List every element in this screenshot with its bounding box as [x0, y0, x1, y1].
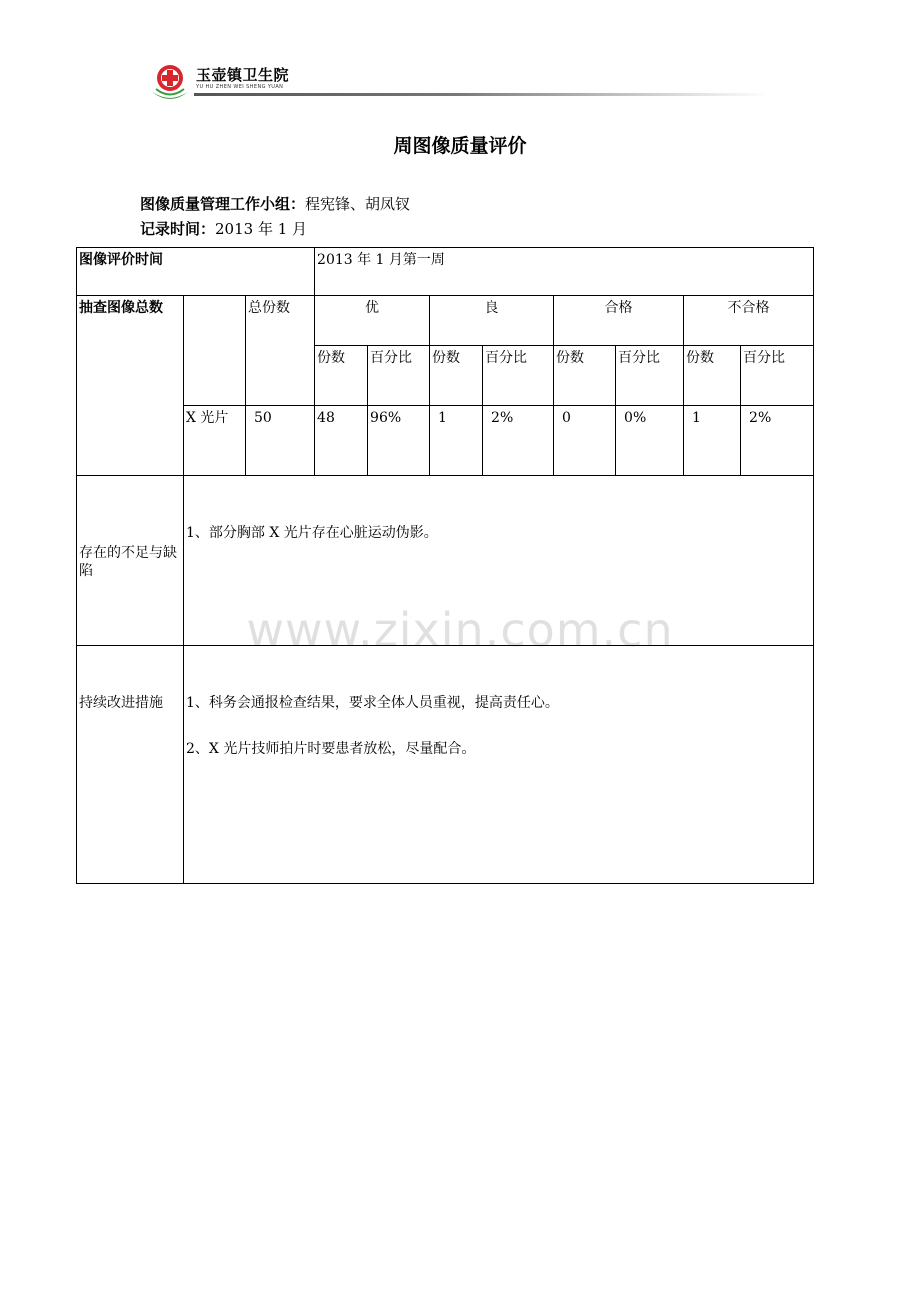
fail-count-cell: 1: [684, 406, 741, 476]
header-rule: [194, 93, 770, 96]
record-time-label: 记录时间：: [140, 220, 216, 238]
group-line: [140, 193, 410, 214]
pass-count-cell: 0: [554, 406, 616, 476]
improvement-item: 1、科务会通报检查结果，要求全体人员重视，提高责任心。: [186, 695, 559, 711]
type-header-blank: [184, 296, 246, 406]
improvement-item: 2、X 光片技师拍片时要患者放松，尽量配合。: [186, 741, 476, 757]
document-title: 周图像质量评价: [393, 135, 527, 157]
document-header: [148, 58, 770, 106]
defects-content: [184, 476, 814, 646]
excellent-pct-header: 百分比: [368, 346, 430, 406]
improvement-content: [184, 646, 814, 884]
watermark: www.zixin.com.cn: [246, 603, 674, 657]
total-count-cell: 50: [246, 406, 315, 476]
org-name: 玉壶镇卫生院: [196, 66, 290, 84]
grade-pass-header: 合格: [554, 296, 684, 346]
group-label: 图像质量管理工作小组：: [140, 195, 306, 213]
good-pct-header: 百分比: [483, 346, 554, 406]
pass-count-header: 份数: [554, 346, 616, 406]
good-count-cell: 1: [430, 406, 483, 476]
defect-item: 1、部分胸部 X 光片存在心脏运动伪影。: [186, 525, 438, 541]
group-value: 程宪锋、胡凤钗: [305, 195, 411, 213]
grade-fail-header: 不合格: [684, 296, 814, 346]
grade-excellent-header: 优: [315, 296, 430, 346]
pass-pct-header: 百分比: [616, 346, 684, 406]
sample-total-label: 抽查图像总数: [77, 296, 184, 476]
eval-time-value: 2013 年 1 月第一周: [315, 248, 814, 296]
hospital-cross-logo-icon: [148, 62, 192, 104]
fail-count-header: 份数: [684, 346, 741, 406]
excellent-count-cell: 48: [315, 406, 368, 476]
good-pct-cell: 2%: [483, 406, 554, 476]
record-time-line: [140, 218, 307, 239]
record-time-value: 2013 年 1 月: [215, 220, 308, 238]
eval-time-label: 图像评价时间: [77, 248, 315, 296]
fail-pct-cell: 2%: [741, 406, 814, 476]
excellent-count-header: 份数: [315, 346, 368, 406]
improvement-label: 持续改进措施: [77, 646, 184, 884]
pass-pct-cell: 0%: [616, 406, 684, 476]
total-count-header: 总份数: [246, 296, 315, 406]
org-pinyin: YU HU ZHEN WEI SHENG YUAN: [196, 84, 284, 90]
good-count-header: 份数: [430, 346, 483, 406]
defects-label: 存在的不足与缺陷: [77, 476, 184, 646]
fail-pct-header: 百分比: [741, 346, 814, 406]
grade-good-header: 良: [430, 296, 554, 346]
excellent-pct-cell: 96%: [368, 406, 430, 476]
quality-table: [76, 247, 814, 884]
image-type-cell: X 光片: [184, 406, 246, 476]
